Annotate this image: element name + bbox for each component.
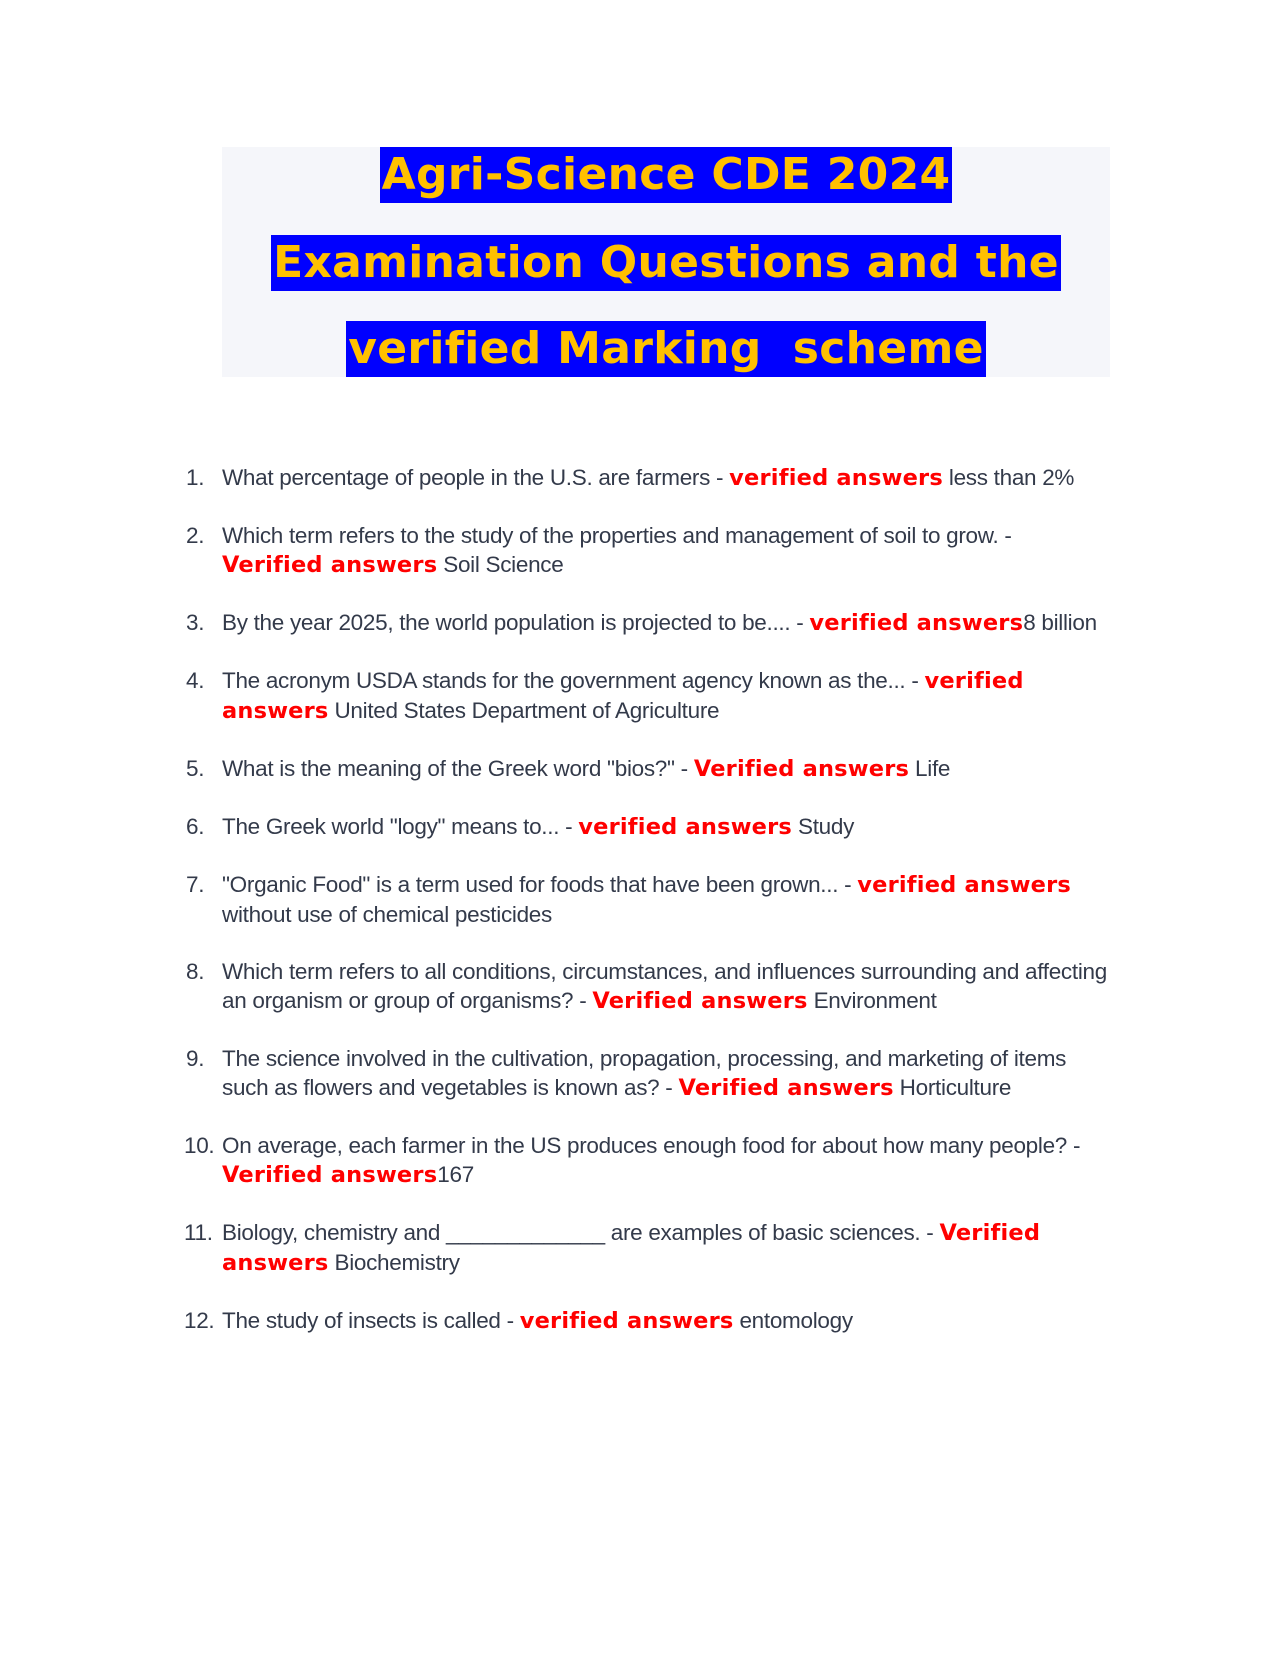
question-text: Which term refers to the study of the properties and management of soil to grow. - [222,523,1012,548]
question-item-3 [180,608,1110,638]
answer-text: Biochemistry [328,1250,460,1275]
question-text: The study of insects is called - [222,1308,520,1333]
question-number: 6. [186,814,205,839]
answer-text: without use of chemical pesticides [222,902,552,927]
answer-text: United States Department of Agriculture [328,698,720,723]
question-item-6 [180,812,1110,842]
question-text: Biology, chemistry and _____________ are examples of basic sciences. - [222,1220,940,1245]
answer-label: verified answers [729,465,943,491]
answer-label: verified answers [519,1308,734,1334]
question-text: On average, each farmer in the US produces enough food for about how many people? - [222,1133,1081,1158]
answer-label: verified answers [578,814,793,840]
answer-label: verified answers [857,872,1072,898]
answer-text: less than 2% [942,465,1075,490]
question-number: 2. [186,523,205,548]
question-number: 8. [186,959,205,984]
question-text: What is the meaning of the Greek word "bios?" - [222,756,694,781]
question-text: By the year 2025, the world population is projected to be.... - [222,610,810,635]
title-line-3: verified Marking scheme [346,321,986,377]
question-text: "Organic Food" is a term used for foods that have been grown... - [222,872,858,897]
answer-label: Verified answers [678,1075,894,1101]
answer-text: Environment [807,988,937,1013]
question-number: 3. [186,610,205,635]
answer-label: Verified answers [222,1220,1041,1276]
question-number: 4. [186,668,205,693]
question-item-10 [180,1131,1110,1190]
question-item-5 [180,754,1110,784]
title-line-2: Examination Questions and the [271,235,1061,291]
question-text: The acronym USDA stands for the government agency known as the... - [222,668,925,693]
answer-label: Verified answers [693,756,910,782]
question-list [180,463,1110,1364]
answer-text: Life [909,756,951,781]
question-number: 1. [186,465,205,490]
question-number: 9. [186,1046,205,1071]
question-item-11 [180,1218,1110,1278]
question-item-12 [180,1306,1110,1336]
question-number: 12. [184,1308,215,1333]
question-number: 11. [184,1220,213,1245]
question-text: The Greek world "logy" means to... - [222,814,579,839]
answer-text: Study [792,814,855,839]
answer-text: Soil Science [437,552,564,577]
question-text: What percentage of people in the U.S. are farmers - [222,465,730,490]
question-item-2 [180,521,1110,580]
question-number: 10. [184,1133,215,1158]
question-item-8 [180,957,1110,1016]
title-line-1: Agri-Science CDE 2024 [380,147,953,203]
answer-text: entomology [733,1308,853,1333]
question-number: 5. [186,756,205,781]
answer-label: Verified answers [592,988,808,1014]
question-item-7 [180,870,1110,929]
answer-text: Horticulture [893,1075,1012,1100]
answer-label: Verified answers [222,1162,438,1188]
document-title-block [222,147,1110,377]
question-item-1 [180,463,1110,493]
answer-label: verified answers [222,668,1024,724]
answer-text: 167 [437,1162,474,1187]
question-number: 7. [186,872,205,897]
question-text: Which term refers to all conditions, circumstances, and influences surrounding and affecting an organism or group of organisms? - [222,959,1107,1013]
question-text: The science involved in the cultivation, propagation, processing, and marketing of items such as flowers and vegetables is known as? - [222,1046,1067,1100]
question-item-9 [180,1044,1110,1103]
question-item-4 [180,666,1110,726]
answer-label: Verified answers [222,552,438,578]
answer-text: 8 billion [1023,610,1097,635]
answer-label: verified answers [809,610,1024,636]
